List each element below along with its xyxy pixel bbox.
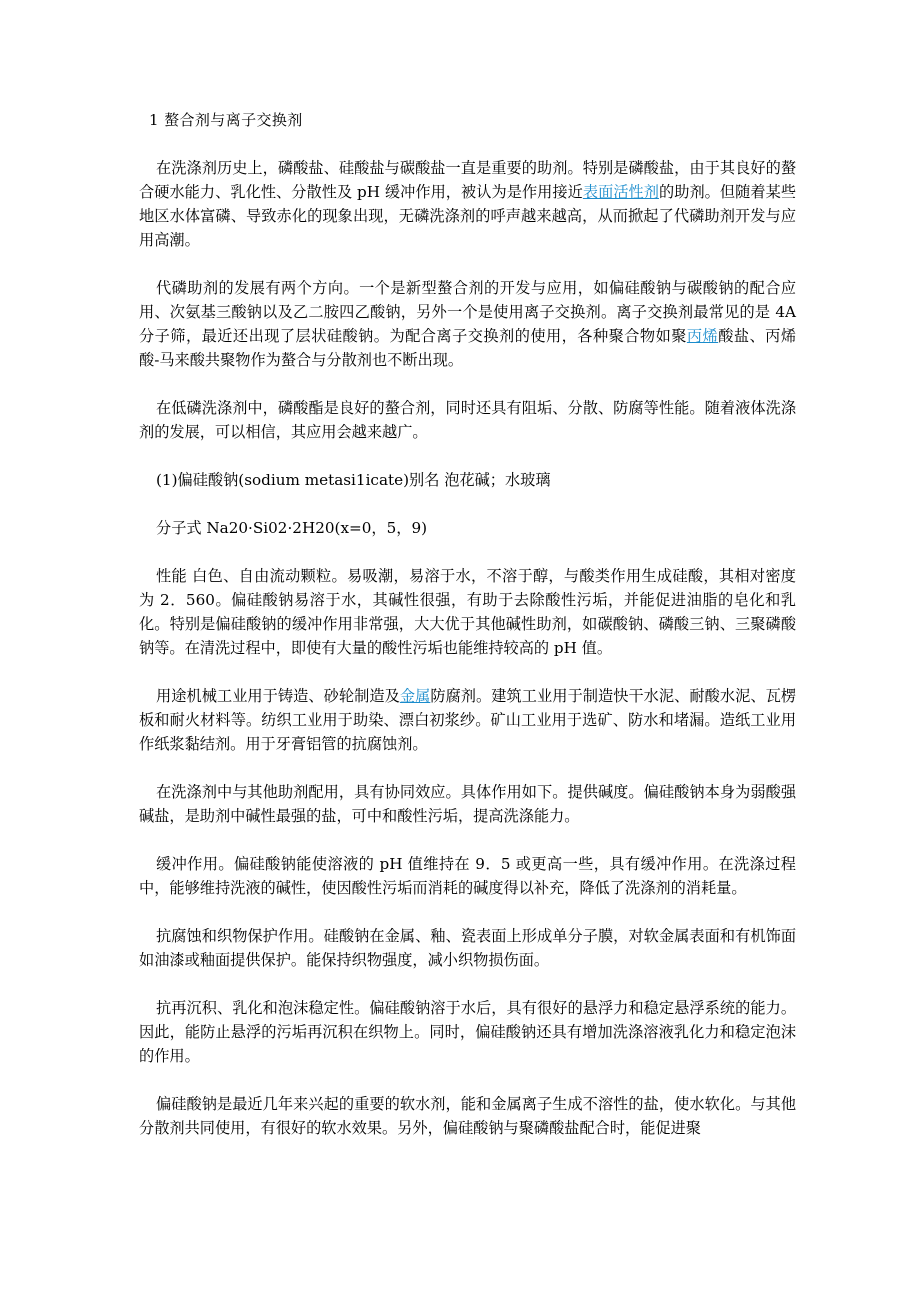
paragraph-directions xyxy=(139,276,796,372)
paragraph-text: 用途机械工业用于铸造、砂轮制造及 xyxy=(156,687,400,705)
paragraph-text: 代磷助剂的发展有两个方向。一个是新型螯合剂的开发与应用，如偏硅酸钠与碳酸钠的配合应用、次氨基三酸钠以及乙二胺四乙酸钠，另外一个是使用离子交换剂。离子交换剂最常见的是 4A 分子筛，最近还出现了层状硅酸钠。为配合离子交换剂的使用，各种聚合物如聚 xyxy=(139,279,796,345)
paragraph-molecular-formula: 分子式 Na20·Si02·2H20(x=0，5，9) xyxy=(156,519,428,537)
paragraph-alkalinity: 在洗涤剂中与其他助剂配用，具有协同效应。具体作用如下。提供碱度。偏硅酸钠本身为弱酸强碱盐，是助剂中碱性最强的盐，可中和酸性污垢，提高洗涤能力。 xyxy=(139,783,796,825)
paragraph-properties: 性能 白色、自由流动颗粒。易吸潮，易溶于水，不溶于醇，与酸类作用生成硅酸，其相对密度为 2．560。偏硅酸钠易溶于水，其碱性很强，有助于去除酸性污垢，并能促进油脂的皂化和乳化。特别是偏硅酸钠的缓冲作用非常强，大大优于其他碱性助剂，如碳酸钠、磷酸三钠、三聚磷酸钠等。在清洗过程中，即使有大量的酸性污垢也能维持较高的 pH 值。 xyxy=(139,567,796,657)
paragraph-text: 酸盐、丙烯酸-马来酸共聚物作为螯合与分散剂也不断出现。 xyxy=(139,327,797,369)
paragraph-buffering: 缓冲作用。偏硅酸钠能使溶液的 pH 值维持在 9．5 或更高一些，具有缓冲作用。在洗涤过程中，能够维持洗液的碱性，使因酸性污垢而消耗的碱度得以补充，降低了洗涤剂的消耗量。 xyxy=(139,855,796,897)
link-metal[interactable]: 金属 xyxy=(399,687,431,705)
paragraph-text: 防腐剂。建筑工业用于制造快干水泥、耐酸水泥、瓦楞板和耐火材料等。纺织工业用于助染、漂白初浆纱。矿山工业用于选矿、防水和堵漏。造纸工业用作纸浆黏结剂。用于牙膏铝管的抗腐蚀剂。 xyxy=(139,687,797,753)
paragraph-text: 的助剂。但随着某些地区水体富磷、导致赤化的现象出现，无磷洗涤剂的呼声越来越高，从而掀起了代磷助剂开发与应用高潮。 xyxy=(139,183,797,249)
paragraph-anti-redeposition: 抗再沉积、乳化和泡沫稳定性。偏硅酸钠溶于水后，具有很好的悬浮力和稳定悬浮系统的能力。因此，能防止悬浮的污垢再沉积在织物上。同时，偏硅酸钠还具有增加洗涤溶液乳化力和稳定泡沫的作用。 xyxy=(139,999,796,1065)
paragraph-sodium-metasilicate-name: (1)偏硅酸钠(sodium metasi1icate)别名 泡花碱；水玻璃 xyxy=(156,471,551,489)
link-surfactant[interactable]: 表面活性剂 xyxy=(582,183,659,201)
paragraph-phosphate-ester: 在低磷洗涤剂中，磷酸酯是良好的螯合剂，同时还具有阻垢、分散、防腐等性能。随着液体洗涤剂的发展，可以相信，其应用会越来越广。 xyxy=(139,399,796,441)
paragraph-history xyxy=(139,156,796,252)
section-heading: 1 螯合剂与离子交换剂 xyxy=(149,111,303,129)
link-propylene[interactable]: 丙烯 xyxy=(686,327,719,345)
paragraph-water-softener: 偏硅酸钠是最近几年来兴起的重要的软水剂，能和金属离子生成不溶性的盐，使水软化。与其他分散剂共同使用，有很好的软水效果。另外，偏硅酸钠与聚磷酸盐配合时，能促进聚 xyxy=(139,1095,796,1137)
paragraph-corrosion-protection: 抗腐蚀和织物保护作用。硅酸钠在金属、釉、瓷表面上形成单分子膜，对软金属表面和有机饰面如油漆或釉面提供保护。能保持织物强度，减小织物损伤面。 xyxy=(139,927,796,969)
paragraph-uses xyxy=(139,684,796,756)
paragraph-text: 在洗涤剂历史上，磷酸盐、硅酸盐与碳酸盐一直是重要的助剂。特别是磷酸盐，由于其良好的螯合硬水能力、乳化性、分散性及 pH 缓冲作用，被认为是作用接近 xyxy=(139,159,796,201)
